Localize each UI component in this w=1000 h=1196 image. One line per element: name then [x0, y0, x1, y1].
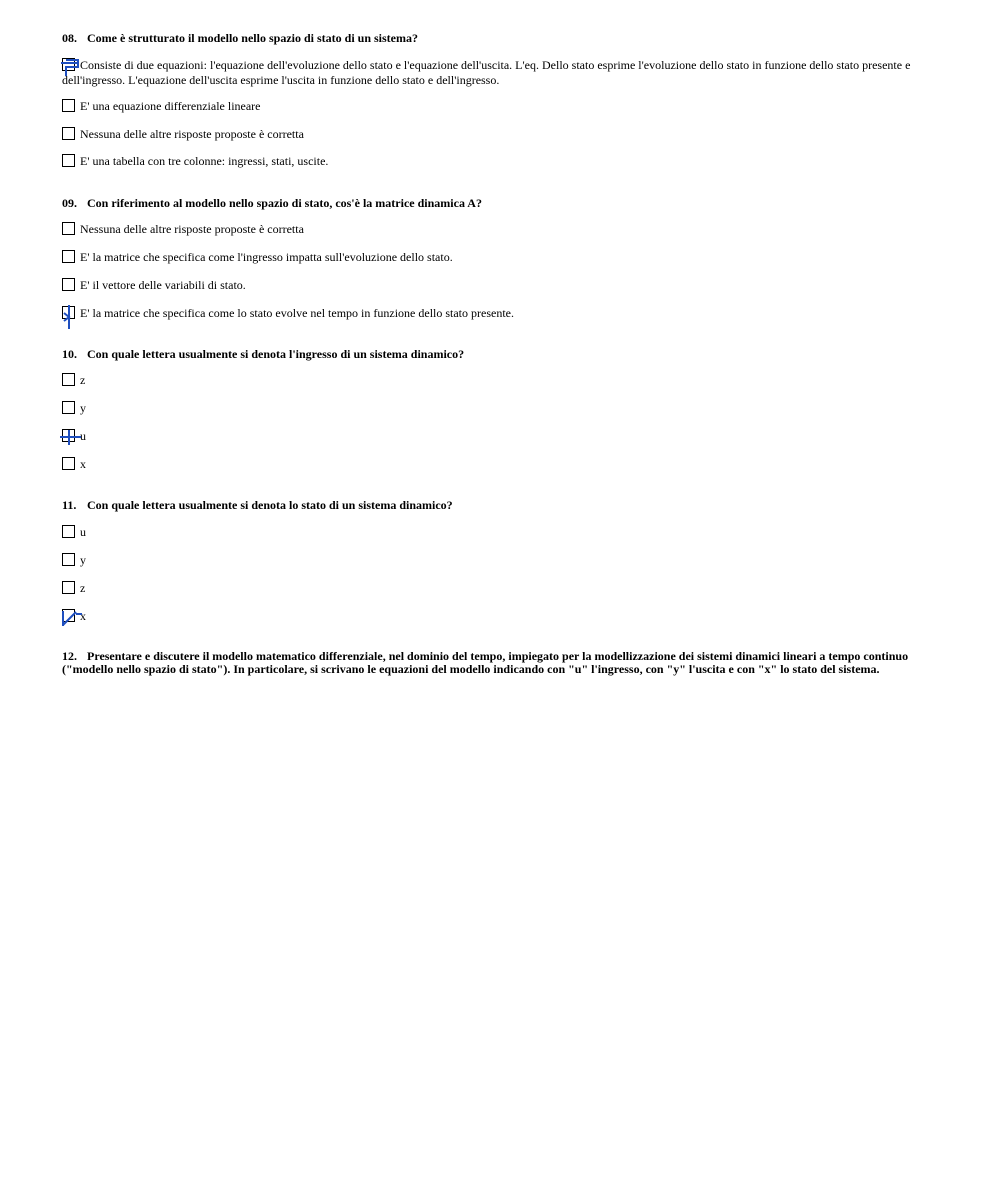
option[interactable] [62, 609, 922, 624]
checkbox[interactable] [62, 127, 75, 140]
checkbox[interactable] [62, 154, 75, 167]
pen-mark-icon [60, 606, 84, 628]
question-title [62, 499, 942, 512]
pen-mark-icon [60, 303, 80, 329]
option[interactable] [62, 553, 922, 568]
option[interactable] [62, 250, 922, 265]
option-text: z [80, 373, 86, 387]
option-text: y [80, 553, 86, 567]
checkbox[interactable] [62, 401, 75, 414]
checkbox[interactable] [62, 58, 75, 71]
question-text: Con riferimento al modello nello spazio di stato, cos'è la matrice dinamica A? [87, 196, 482, 210]
option-text: u [80, 525, 86, 539]
checkbox[interactable] [62, 429, 75, 442]
question-text: Con quale lettera usualmente si denota lo stato di un sistema dinamico? [87, 498, 453, 512]
question-number: 10. [62, 347, 77, 361]
checkbox[interactable] [62, 581, 75, 594]
question-text: Con quale lettera usualmente si denota l'ingresso di un sistema dinamico? [87, 347, 465, 361]
option[interactable] [62, 429, 922, 444]
question-number: 12. [62, 649, 77, 663]
question-title [62, 32, 942, 45]
option[interactable] [62, 154, 922, 169]
question-12 [62, 650, 932, 676]
option-text: u [80, 429, 86, 443]
checkbox[interactable] [62, 525, 75, 538]
question-08 [62, 31, 942, 168]
question-10 [62, 347, 942, 471]
option[interactable] [62, 401, 922, 416]
option-text: E' il vettore delle variabili di stato. [80, 278, 246, 292]
pen-mark-icon [60, 426, 82, 446]
option-text: E' la matrice che specifica come lo stato evolve nel tempo in funzione dello stato presente. [80, 306, 514, 320]
question-number: 08. [62, 31, 77, 45]
checkbox[interactable] [62, 99, 75, 112]
option-text: Nessuna delle altre risposte proposte è corretta [80, 127, 304, 141]
option-text: x [80, 609, 86, 623]
option-text: Nessuna delle altre risposte proposte è corretta [80, 222, 304, 236]
question-text: Presentare e discutere il modello matematico differenziale, nel dominio del tempo, impiegato per la modellizzazione dei sistemi dinamici lineari a tempo continuo ("modello nello spazio di stato"). In particolare, si scrivano le equazioni del modello indicando con "u" l'ingresso, con "y" l'uscita e con "x" lo stato del sistema. [62, 649, 909, 676]
option-text: E' una tabella con tre colonne: ingressi, stati, uscite. [80, 154, 329, 168]
question-number: 09. [62, 196, 77, 210]
option[interactable] [62, 306, 922, 321]
question-09 [62, 196, 942, 320]
checkbox[interactable] [62, 222, 75, 235]
option[interactable] [62, 457, 922, 472]
question-11 [62, 498, 942, 623]
option[interactable] [62, 99, 922, 114]
option-text: Consiste di due equazioni: l'equazione dell'evoluzione dello stato e l'equazione dell'uscita. L'eq. Dello stato esprime l'evoluzione dello stato in funzione dello stato presente e dell'ingresso. L'equazione dell'uscita esprime l'uscita in funzione dello stato e dell'ingresso. [62, 58, 911, 87]
option-text: E' una equazione differenziale lineare [80, 99, 261, 113]
option-text: y [80, 401, 86, 415]
checkbox[interactable] [62, 553, 75, 566]
checkbox[interactable] [62, 306, 75, 319]
option[interactable] [62, 525, 922, 540]
option-text: x [80, 457, 86, 471]
question-number: 11. [62, 498, 77, 512]
question-title [62, 650, 932, 676]
checkbox[interactable] [62, 278, 75, 291]
question-text: Come è strutturato il modello nello spazio di stato di un sistema? [87, 31, 418, 45]
option[interactable] [62, 127, 922, 142]
option[interactable] [62, 581, 922, 596]
option[interactable] [62, 58, 922, 88]
checkbox[interactable] [62, 457, 75, 470]
option[interactable] [62, 278, 922, 293]
checkbox[interactable] [62, 250, 75, 263]
pen-mark-icon [60, 55, 80, 77]
question-title [62, 348, 942, 361]
checkbox[interactable] [62, 609, 75, 622]
question-title [62, 197, 942, 210]
option-text: z [80, 581, 86, 595]
option[interactable] [62, 222, 922, 237]
option-text: E' la matrice che specifica come l'ingresso impatta sull'evoluzione dello stato. [80, 250, 453, 264]
checkbox[interactable] [62, 373, 75, 386]
option[interactable] [62, 373, 922, 388]
